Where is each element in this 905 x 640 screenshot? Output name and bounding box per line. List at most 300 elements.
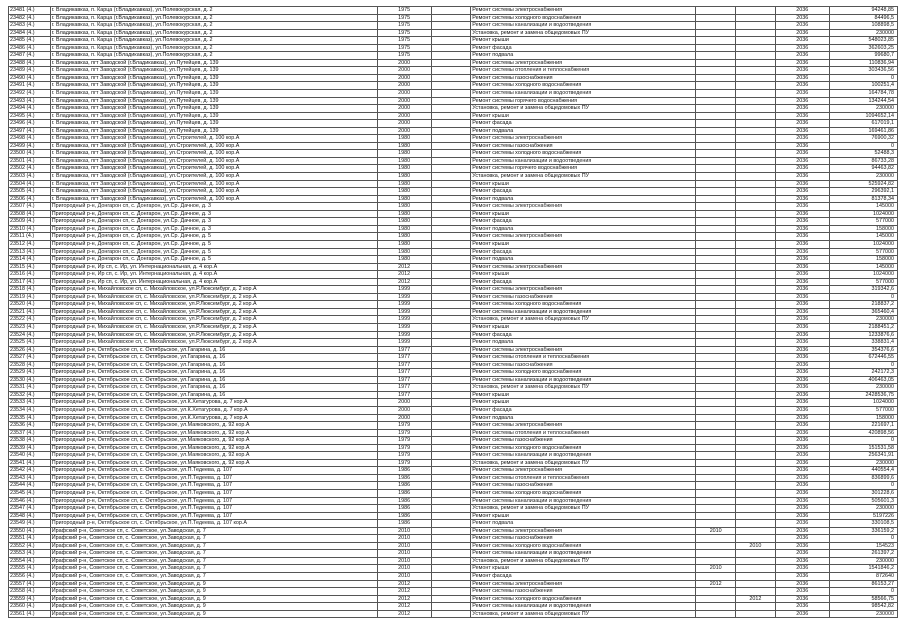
build-year-cell: 1975 [377, 52, 431, 60]
cost-cell: 230000 [829, 105, 897, 113]
table-row [9, 210, 898, 218]
table-row [9, 459, 898, 467]
cost-cell: 525924,82 [829, 180, 897, 188]
repair-year-2-cell [736, 610, 776, 618]
term-year-cell: 2036 [775, 59, 829, 67]
table-row [9, 37, 898, 45]
repair-year-2-cell [736, 490, 776, 498]
repair-year-2-cell [736, 248, 776, 256]
table-row [9, 14, 898, 22]
term-year-cell: 2036 [775, 512, 829, 520]
row-id-cell: 23528 (4.) [9, 361, 51, 369]
build-year-cell: 1975 [377, 29, 431, 37]
repair-year-2-cell [736, 286, 776, 294]
table-row [9, 346, 898, 354]
address-cell: г. Владикавказ, п. Карца (г.Владикавказ), ул.Полевокурская, д. 2 [50, 37, 377, 45]
empty-cell [431, 331, 471, 339]
term-year-cell: 2036 [775, 233, 829, 241]
address-cell: Пригородный р-н, Михайловское сп, с. Михайловское, ул.Р.Люксембург, д. 2 кор.А [50, 301, 377, 309]
repair-year-cell [696, 293, 736, 301]
empty-cell [431, 22, 471, 30]
work-type-cell: Ремонт крыши [471, 240, 696, 248]
build-year-cell: 2000 [377, 120, 431, 128]
repair-year-2-cell [736, 535, 776, 543]
work-type-cell: Ремонт системы газоснабжения [471, 142, 696, 150]
address-cell: Пригородный р-н, Октябрьское сп, с. Октябрьское, ул.Маяковского, д. 92 кор.А [50, 429, 377, 437]
repair-year-cell [696, 240, 736, 248]
build-year-cell: 2000 [377, 67, 431, 75]
row-id-cell: 23491 (4.) [9, 82, 51, 90]
table-body [9, 7, 898, 618]
repair-year-2-cell [736, 44, 776, 52]
row-id-cell: 23553 (4.) [9, 550, 51, 558]
table-row [9, 180, 898, 188]
address-cell: г. Владикавказ, пгт Заводской (г.Владикавказ), ул.Строителей, д. 100 кор.А [50, 135, 377, 143]
empty-cell [431, 603, 471, 611]
build-year-cell: 1975 [377, 44, 431, 52]
address-cell: г. Владикавказ, пгт Заводской (г.Владикавказ), ул.Путейцев, д. 139 [50, 112, 377, 120]
term-year-cell: 2036 [775, 610, 829, 618]
build-year-cell: 1979 [377, 459, 431, 467]
table-row [9, 573, 898, 581]
empty-cell [431, 550, 471, 558]
cost-cell: 230000 [829, 316, 897, 324]
build-year-cell: 2010 [377, 542, 431, 550]
empty-cell [431, 165, 471, 173]
empty-cell [431, 225, 471, 233]
term-year-cell: 2036 [775, 414, 829, 422]
term-year-cell: 2036 [775, 399, 829, 407]
empty-cell [431, 188, 471, 196]
repair-year-cell [696, 67, 736, 75]
address-cell: Ирафский р-н, Советское сп, с. Советское, ул.Заводская, д. 7 [50, 573, 377, 581]
address-cell: Ирафский р-н, Советское сп, с. Советское, ул.Заводская, д. 9 [50, 610, 377, 618]
address-cell: Пригородный р-н, Ир сп, с. Ир, ул. Интернациональная, д. 4 кор.А [50, 271, 377, 279]
build-year-cell: 1980 [377, 240, 431, 248]
row-id-cell: 23489 (4.) [9, 67, 51, 75]
repair-year-2-cell [736, 414, 776, 422]
empty-cell [431, 391, 471, 399]
row-id-cell: 23548 (4.) [9, 512, 51, 520]
repair-year-cell [696, 542, 736, 550]
build-year-cell: 2000 [377, 90, 431, 98]
empty-cell [431, 512, 471, 520]
term-year-cell: 2036 [775, 452, 829, 460]
empty-cell [431, 399, 471, 407]
repair-year-cell [696, 256, 736, 264]
table-row [9, 7, 898, 15]
empty-cell [431, 150, 471, 158]
address-cell: г. Владикавказ, п. Карца (г.Владикавказ), ул.Полевокурская, д. 2 [50, 44, 377, 52]
build-year-cell: 2012 [377, 610, 431, 618]
repair-year-2-cell [736, 452, 776, 460]
repair-year-2-cell [736, 203, 776, 211]
repair-year-2-cell: 2010 [736, 542, 776, 550]
table-row [9, 610, 898, 618]
work-type-cell: Установка, ремонт и замена общедомовых ПУ [471, 105, 696, 113]
repair-year-2-cell [736, 482, 776, 490]
address-cell: Ирафский р-н, Советское сп, с. Советское, ул.Заводская, д. 7 [50, 542, 377, 550]
row-id-cell: 23505 (4.) [9, 188, 51, 196]
work-type-cell: Ремонт системы газоснабжения [471, 293, 696, 301]
address-cell: Пригородный р-н, Октябрьское сп, с. Октябрьское, ул.Маяковского, д. 92 кор.А [50, 422, 377, 430]
empty-cell [431, 422, 471, 430]
build-year-cell: 1979 [377, 422, 431, 430]
empty-cell [431, 59, 471, 67]
table-row [9, 542, 898, 550]
row-id-cell: 23517 (4.) [9, 278, 51, 286]
build-year-cell: 1979 [377, 452, 431, 460]
cost-cell: 0 [829, 293, 897, 301]
repair-year-cell [696, 512, 736, 520]
address-cell: г. Владикавказ, пгт Заводской (г.Владикавказ), ул.Путейцев, д. 139 [50, 82, 377, 90]
repair-year-2-cell [736, 550, 776, 558]
term-year-cell: 2036 [775, 323, 829, 331]
row-id-cell: 23499 (4.) [9, 142, 51, 150]
term-year-cell: 2036 [775, 112, 829, 120]
build-year-cell: 1980 [377, 218, 431, 226]
work-type-cell: Установка, ремонт и замена общедомовых ПУ [471, 557, 696, 565]
repair-year-2-cell [736, 444, 776, 452]
work-type-cell: Ремонт крыши [471, 512, 696, 520]
repair-year-2-cell [736, 188, 776, 196]
term-year-cell: 2036 [775, 339, 829, 347]
work-type-cell: Ремонт системы газоснабжения [471, 588, 696, 596]
cost-cell: 108898,5 [829, 22, 897, 30]
term-year-cell: 2036 [775, 391, 829, 399]
empty-cell [431, 354, 471, 362]
row-id-cell: 23503 (4.) [9, 173, 51, 181]
work-type-cell: Ремонт системы электроснабжения [471, 422, 696, 430]
repair-year-2-cell [736, 271, 776, 279]
cost-cell: 617019,1 [829, 120, 897, 128]
build-year-cell: 2000 [377, 82, 431, 90]
work-type-cell: Установка, ремонт и замена общедомовых ПУ [471, 459, 696, 467]
repair-year-2-cell [736, 90, 776, 98]
address-cell: Ирафский р-н, Советское сп, с. Советское, ул.Заводская, д. 7 [50, 557, 377, 565]
work-type-cell: Ремонт системы газоснабжения [471, 74, 696, 82]
empty-cell [431, 376, 471, 384]
row-id-cell: 23512 (4.) [9, 240, 51, 248]
empty-cell [431, 135, 471, 143]
cost-cell: 218837,2 [829, 301, 897, 309]
cost-cell: 1233876,6 [829, 331, 897, 339]
address-cell: г. Владикавказ, п. Карца (г.Владикавказ), ул.Полевокурская, д. 2 [50, 22, 377, 30]
cost-cell: 296392,1 [829, 188, 897, 196]
table-row [9, 74, 898, 82]
repair-year-cell [696, 384, 736, 392]
term-year-cell: 2036 [775, 120, 829, 128]
work-type-cell: Ремонт системы электроснабжения [471, 346, 696, 354]
work-type-cell: Ремонт системы холодного водоснабжения [471, 542, 696, 550]
row-id-cell: 23510 (4.) [9, 225, 51, 233]
term-year-cell: 2036 [775, 218, 829, 226]
build-year-cell: 1979 [377, 437, 431, 445]
empty-cell [431, 142, 471, 150]
cost-cell: 76900,32 [829, 135, 897, 143]
table-row [9, 527, 898, 535]
address-cell: Ирафский р-н, Советское сп, с. Советское, ул.Заводская, д. 7 [50, 550, 377, 558]
work-type-cell: Ремонт системы холодного водоснабжения [471, 82, 696, 90]
cost-cell: 336159,2 [829, 527, 897, 535]
repair-year-cell [696, 490, 736, 498]
row-id-cell: 23546 (4.) [9, 497, 51, 505]
build-year-cell: 2012 [377, 271, 431, 279]
empty-cell [431, 346, 471, 354]
term-year-cell: 2036 [775, 7, 829, 15]
repair-year-2-cell [736, 429, 776, 437]
term-year-cell: 2036 [775, 271, 829, 279]
repair-year-2-cell [736, 497, 776, 505]
empty-cell [431, 482, 471, 490]
repair-year-2-cell [736, 354, 776, 362]
row-id-cell: 23483 (4.) [9, 22, 51, 30]
table-row [9, 331, 898, 339]
build-year-cell: 1980 [377, 142, 431, 150]
build-year-cell: 1999 [377, 331, 431, 339]
repair-year-2-cell: 2012 [736, 595, 776, 603]
build-year-cell: 1980 [377, 188, 431, 196]
row-id-cell: 23540 (4.) [9, 452, 51, 460]
address-cell: г. Владикавказ, пгт Заводской (г.Владикавказ), ул.Строителей, д. 100 кор.А [50, 142, 377, 150]
build-year-cell: 1999 [377, 301, 431, 309]
row-id-cell: 23533 (4.) [9, 399, 51, 407]
build-year-cell: 1980 [377, 173, 431, 181]
empty-cell [431, 120, 471, 128]
build-year-cell: 1986 [377, 505, 431, 513]
address-cell: Пригородный р-н, Октябрьское сп, с. Октябрьское, ул.Маяковского, д. 92 кор.А [50, 444, 377, 452]
table-row [9, 29, 898, 37]
term-year-cell: 2036 [775, 490, 829, 498]
address-cell: г. Владикавказ, пгт Заводской (г.Владикавказ), ул.Путейцев, д. 139 [50, 120, 377, 128]
work-type-cell: Ремонт системы холодного водоснабжения [471, 444, 696, 452]
row-id-cell: 23549 (4.) [9, 520, 51, 528]
cost-cell: 505601,3 [829, 497, 897, 505]
table-row [9, 225, 898, 233]
work-type-cell: Ремонт системы канализации и водоотведения [471, 308, 696, 316]
repair-year-cell [696, 323, 736, 331]
row-id-cell: 23495 (4.) [9, 112, 51, 120]
empty-cell [431, 127, 471, 135]
address-cell: Пригородный р-н, Октябрьское сп, с. Октябрьское, ул.Гагарина, д. 16 [50, 384, 377, 392]
table-row [9, 323, 898, 331]
repair-year-cell [696, 37, 736, 45]
cost-cell: 1541846,2 [829, 565, 897, 573]
repair-year-cell [696, 22, 736, 30]
work-type-cell: Ремонт фасада [471, 573, 696, 581]
repair-year-2-cell [736, 573, 776, 581]
cost-cell: 230000 [829, 459, 897, 467]
repair-year-cell [696, 127, 736, 135]
empty-cell [431, 210, 471, 218]
repair-year-cell [696, 301, 736, 309]
repair-year-cell [696, 263, 736, 271]
repair-year-cell [696, 399, 736, 407]
repair-year-cell [696, 354, 736, 362]
address-cell: г. Владикавказ, пгт Заводской (г.Владикавказ), ул.Путейцев, д. 139 [50, 74, 377, 82]
table-row [9, 308, 898, 316]
address-cell: Пригородный р-н, Октябрьское сп, с. Октябрьское, ул.Маяковского, д. 92 кор.А [50, 437, 377, 445]
cost-cell: 110836,94 [829, 59, 897, 67]
repair-year-2-cell [736, 527, 776, 535]
cost-cell: 164784,78 [829, 90, 897, 98]
term-year-cell: 2036 [775, 29, 829, 37]
address-cell: Пригородный р-н, Михайловское сп, с. Михайловское, ул.Р.Люксембург, д. 2 кор.А [50, 293, 377, 301]
table-row [9, 422, 898, 430]
build-year-cell: 1975 [377, 14, 431, 22]
address-cell: Пригородный р-н, Михайловское сп, с. Михайловское, ул.Р.Люксембург, д. 2 кор.А [50, 316, 377, 324]
repair-year-2-cell [736, 173, 776, 181]
table-row [9, 512, 898, 520]
row-id-cell: 23501 (4.) [9, 157, 51, 165]
work-type-cell: Ремонт системы электроснабжения [471, 59, 696, 67]
table-row [9, 120, 898, 128]
work-type-cell: Ремонт системы электроснабжения [471, 233, 696, 241]
cost-cell: 158000 [829, 414, 897, 422]
work-type-cell: Ремонт системы горячего водоснабжения [471, 97, 696, 105]
table-row [9, 256, 898, 264]
build-year-cell: 1980 [377, 135, 431, 143]
build-year-cell: 1980 [377, 157, 431, 165]
repair-year-cell [696, 316, 736, 324]
empty-cell [431, 437, 471, 445]
term-year-cell: 2036 [775, 497, 829, 505]
empty-cell [431, 248, 471, 256]
repair-year-2-cell [736, 37, 776, 45]
repair-year-cell [696, 339, 736, 347]
address-cell: Пригородный р-н, Донгарон сп, с. Донгарон, ул.Ср. Дачное, д. 5 [50, 256, 377, 264]
row-id-cell: 23559 (4.) [9, 595, 51, 603]
work-type-cell: Ремонт крыши [471, 323, 696, 331]
empty-cell [431, 565, 471, 573]
work-type-cell: Ремонт системы холодного водоснабжения [471, 301, 696, 309]
row-id-cell: 23527 (4.) [9, 354, 51, 362]
cost-cell: 52488,3 [829, 150, 897, 158]
cost-cell: 2188451,2 [829, 323, 897, 331]
empty-cell [431, 105, 471, 113]
cost-cell: 672446,55 [829, 354, 897, 362]
cost-cell: 230000 [829, 384, 897, 392]
cost-cell: 230000 [829, 610, 897, 618]
empty-cell [431, 369, 471, 377]
repair-year-2-cell [736, 323, 776, 331]
work-type-cell: Ремонт крыши [471, 271, 696, 279]
work-type-cell: Ремонт подвала [471, 127, 696, 135]
address-cell: Пригородный р-н, Октябрьское сп, с. Октябрьское, ул.П.Тедеева, д. 107 [50, 497, 377, 505]
cost-cell: 94248,85 [829, 7, 897, 15]
work-type-cell: Ремонт крыши [471, 565, 696, 573]
build-year-cell: 2010 [377, 565, 431, 573]
row-id-cell: 23554 (4.) [9, 557, 51, 565]
repair-year-cell [696, 150, 736, 158]
cost-cell: 230000 [829, 505, 897, 513]
empty-cell [431, 580, 471, 588]
build-year-cell: 1980 [377, 180, 431, 188]
address-cell: Ирафский р-н, Советское сп, с. Советское, ул.Заводская, д. 7 [50, 535, 377, 543]
work-type-cell: Ремонт фасада [471, 188, 696, 196]
build-year-cell: 1986 [377, 497, 431, 505]
repair-year-2-cell [736, 520, 776, 528]
build-year-cell: 1980 [377, 150, 431, 158]
cost-cell: 365460,4 [829, 308, 897, 316]
term-year-cell: 2036 [775, 603, 829, 611]
empty-cell [431, 180, 471, 188]
repair-year-cell [696, 361, 736, 369]
repair-year-2-cell [736, 331, 776, 339]
table-row [9, 59, 898, 67]
empty-cell [431, 67, 471, 75]
empty-cell [431, 157, 471, 165]
empty-cell [431, 361, 471, 369]
row-id-cell: 23534 (4.) [9, 406, 51, 414]
address-cell: Пригородный р-н, Донгарон сп, с. Донгарон, ул.Ср. Дачное, д. 5 [50, 240, 377, 248]
term-year-cell: 2036 [775, 595, 829, 603]
address-cell: г. Владикавказ, пгт Заводской (г.Владикавказ), ул.Путейцев, д. 139 [50, 59, 377, 67]
repair-schedule-table [8, 6, 898, 618]
work-type-cell: Ремонт фасада [471, 331, 696, 339]
work-type-cell: Ремонт подвала [471, 339, 696, 347]
term-year-cell: 2036 [775, 573, 829, 581]
build-year-cell: 1986 [377, 512, 431, 520]
empty-cell [431, 7, 471, 15]
row-id-cell: 23539 (4.) [9, 444, 51, 452]
empty-cell [431, 414, 471, 422]
term-year-cell: 2036 [775, 293, 829, 301]
empty-cell [431, 195, 471, 203]
work-type-cell: Ремонт системы газоснабжения [471, 361, 696, 369]
empty-cell [431, 406, 471, 414]
term-year-cell: 2036 [775, 22, 829, 30]
table-row [9, 497, 898, 505]
build-year-cell: 1980 [377, 225, 431, 233]
row-id-cell: 23525 (4.) [9, 339, 51, 347]
term-year-cell: 2036 [775, 97, 829, 105]
build-year-cell: 1986 [377, 474, 431, 482]
cost-cell: 230000 [829, 173, 897, 181]
work-type-cell: Ремонт системы электроснабжения [471, 203, 696, 211]
build-year-cell: 1999 [377, 308, 431, 316]
term-year-cell: 2036 [775, 301, 829, 309]
cost-cell: 0 [829, 142, 897, 150]
repair-year-2-cell [736, 112, 776, 120]
repair-year-cell [696, 97, 736, 105]
work-type-cell: Ремонт системы холодного водоснабжения [471, 490, 696, 498]
cost-cell: 94463,82 [829, 165, 897, 173]
work-type-cell: Ремонт фасада [471, 278, 696, 286]
cost-cell: 303436,56 [829, 67, 897, 75]
term-year-cell: 2036 [775, 188, 829, 196]
table-row [9, 165, 898, 173]
work-type-cell: Ремонт подвала [471, 520, 696, 528]
cost-cell: 0 [829, 74, 897, 82]
repair-year-2-cell [736, 157, 776, 165]
term-year-cell: 2036 [775, 346, 829, 354]
cost-cell: 1094652,14 [829, 112, 897, 120]
address-cell: Пригородный р-н, Ир сп, с. Ир, ул. Интернациональная, д. 4 кор.А [50, 263, 377, 271]
repair-year-cell [696, 595, 736, 603]
repair-year-2-cell [736, 293, 776, 301]
repair-year-cell [696, 286, 736, 294]
empty-cell [431, 384, 471, 392]
empty-cell [431, 44, 471, 52]
address-cell: Пригородный р-н, Ир сп, с. Ир, ул. Интернациональная, д. 4 кор.А [50, 278, 377, 286]
build-year-cell: 1986 [377, 482, 431, 490]
row-id-cell: 23487 (4.) [9, 52, 51, 60]
cost-cell: 169461,86 [829, 127, 897, 135]
table-row [9, 233, 898, 241]
term-year-cell: 2036 [775, 467, 829, 475]
cost-cell: 836899,6 [829, 474, 897, 482]
